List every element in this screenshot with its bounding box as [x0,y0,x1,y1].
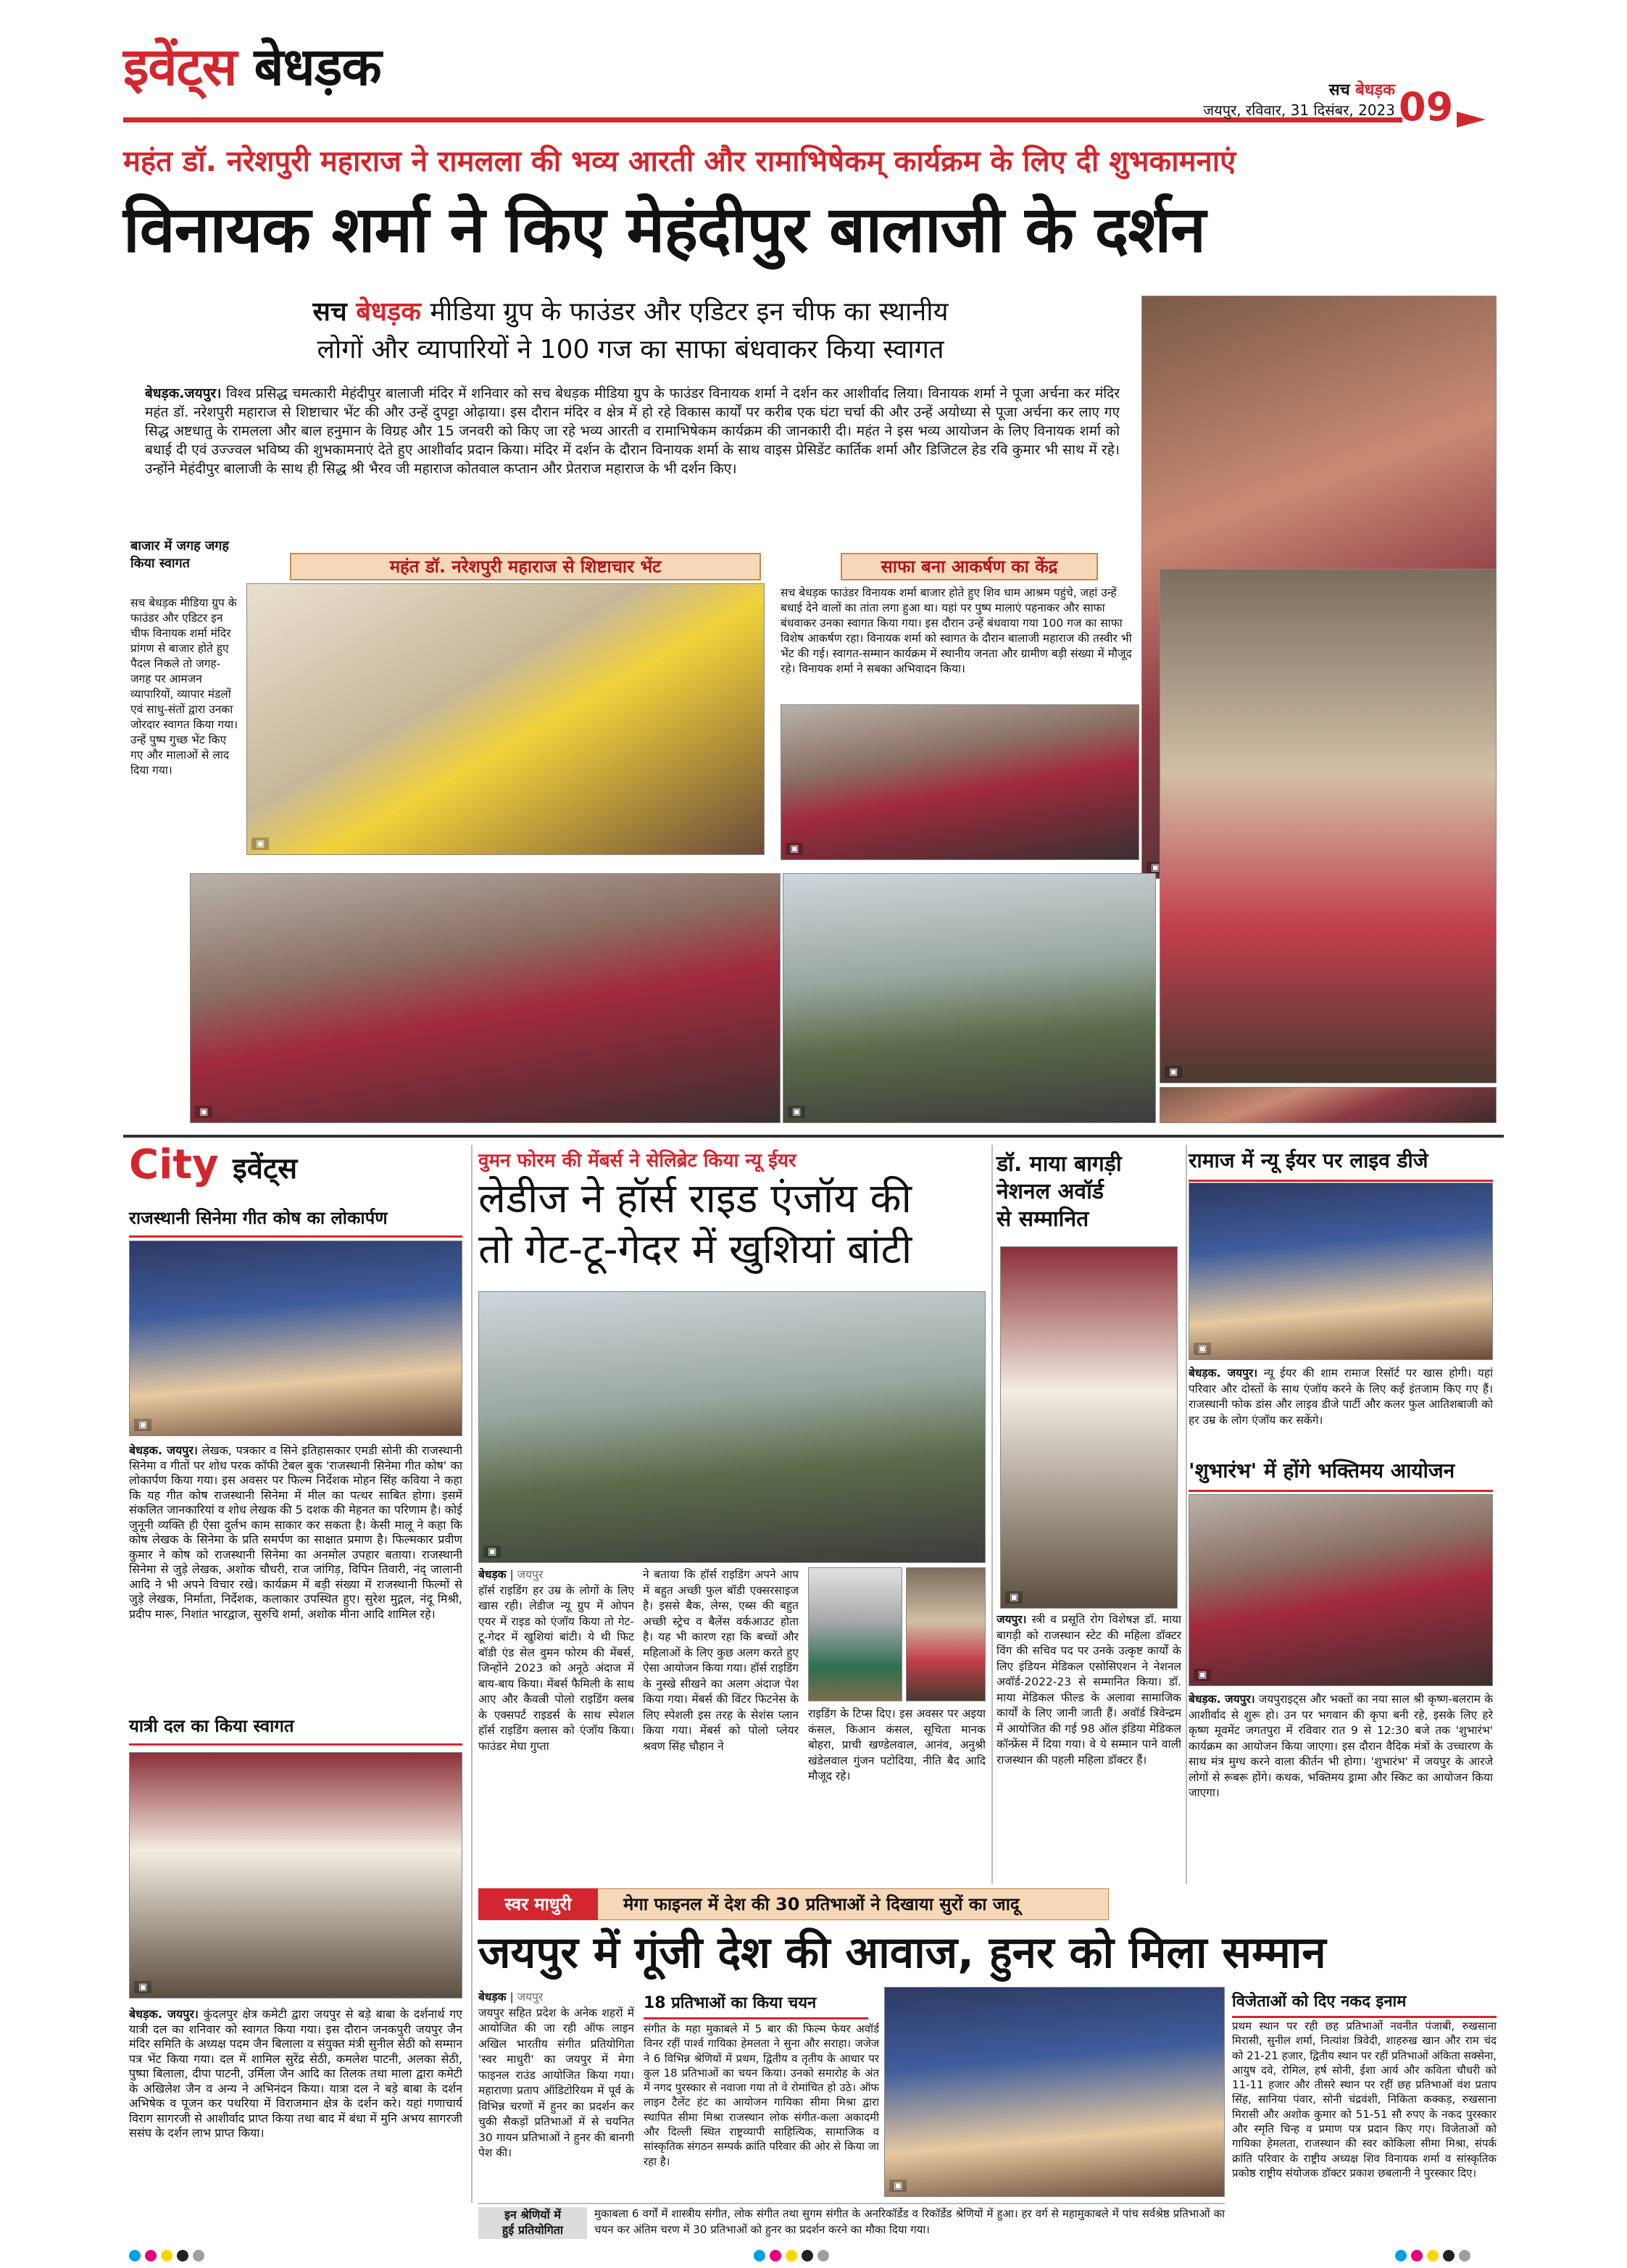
swar-tag: स्वर माधुरी [478,1888,598,1920]
city-story1-head: राजस्थानी सिनेमा गीत कोष का लोकार्पण [129,1206,462,1238]
photo-ramaj [1189,1183,1493,1360]
photo-crowd [783,873,1156,1123]
pen-nib-icon [1457,112,1486,128]
photo-book-launch [129,1241,462,1436]
registration-marks-center [754,2250,829,2261]
lead-kicker: महंत डॉ. नरेशपुरी महाराज ने रामलला की भव्य आरती और रामाभिषेकम् कार्यक्रम के लिए दी शुभकामनाएं [123,145,1236,178]
banner-meeting: महंत डॉ. नरेशपुरी महाराज से शिष्टाचार भेंट [290,553,761,580]
registration-dot [1411,2250,1423,2261]
column-rule [1186,1145,1187,1884]
photo-icon: ▣ [134,1419,151,1431]
winners-head: विजेताओं को दिए नकद इनाम [1232,1990,1497,2018]
photo-women-group [478,1291,986,1563]
photo-icon: ▣ [1165,1066,1182,1078]
lead-body: बेधड़क.जयपुर। विश्व प्रसिद्ध चमत्कारी मेहंदीपुर बालाजी मंदिर में शनिवार को सच बेधड़क मीडिया ग्रुप के फाउंडर विनायक शर्मा ने दर्शन कर आशीर्वाद लिया। विनायक शर्मा ने पूजा अर्चना कर मंदिर महंत डॉ. नरेशपुरी महाराज से शिष्टाचार भेंट की और उन्हें दुपट्टा ओढ़ाया। इस दौरान मंदिर व क्षेत्र में हो रहे विकास कार्यों पर करीब एक घंटा चर्चा की और उन्हें अयोध्या से पूजा अर्चना कर लाए गए सिद्ध अष्टधातु के रामलला और बाल हनुमान के विग्रह और 15 जनवरी को किए जा रहे भव्य आरती व रामाभिषेकम कार्यक्रम की जानकारी दी। महंत ने इस भव्य आयोजन के लिए विनायक शर्मा को बधाई दी एवं उज्ज्वल भविष्य की शुभकामनाएं देते हुए आशीर्वाद प्रदान किया। मंदिर में दर्शन के दौरान विनायक शर्मा के साथ वाइस प्रेसिडेंट कार्तिक शर्मा और डिजिटल हेड रवि कुमार भी साथ में रहे। उन्होंने मेहंदीपुर बालाजी के साथ ही सिद्ध श्री भैरव जी महाराज कोतवाल कप्तान और प्रेतराज महाराज के भी दर्शन किए। [145,385,1120,477]
city-story1-body: बेधड़क. जयपुर। लेखक, पत्रकार व सिने इतिहासकार एमडी सोनी की राजस्थानी सिनेमा व गीतों पर शोध परक कॉफी टेबल बुक 'राजस्थानी सिनेमा गीत कोष' का लोकार्पण किया गया। इस अवसर पर फिल्म निर्देशक मोहन सिंह कविया ने कहा कि यह गीत कोष राजस्थानी सिनेमा में मील का पत्थर साबित होगा। इसमें संकलित जानकारियां व शोध लेखक की 5 दशक की मेहनत का परिणाम है। कोई जुनूनी व्यक्ति ही ऐसा दुर्लभ काम साकार कर सकता है। केसी मालू ने कहा कि कोष लेखक के सिनेमा के प्रति समर्पण का साक्षात प्रमाण है। फिल्मकार प्रवीण कुमार ने कोष को राजस्थानी सिनेमा का अनमोल उपहार बताया। राजस्थानी सिनेमा से जुड़े लेखक, अशोक चौधरी, राज जांगिड़, विपिन तिवारी, नंद् जालानी आदि ने भी अपने विचार रखे। कार्यक्रम में बड़ी संख्या में राजस्थानी फिल्मों से जुड़े लेखक, निर्माता, निर्देशक, कलाकार उपस्थित हुए। सुरेश मुद्गल, नंदू मिश्री, प्रदीप मारू, निशांत भारद्वाज, सुरुचि शर्मा, अशोक मीना आदि शामिल रहे। [129,1443,462,1621]
photo-meeting [246,583,765,855]
page-number: 09 [1399,84,1454,130]
swar-kicker: मेगा फाइनल में देश की 30 प्रतिभाओं ने दिखाया सुरों का जादू [623,1894,1020,1914]
photo-icon: ▣ [195,1106,212,1118]
registration-dot [129,2250,141,2261]
swar-subhead: 18 प्रतिभाओं का किया चयन [644,1991,868,2019]
maya-body: जयपुर। स्त्री व प्रसूति रोग विशेषज्ञ डॉ. माया बागड़ी को राजस्थान स्टेट की महिला डॉक्टर विंग की सचिव पद पर उनके उत्कृष्ट कार्यों के लिए इंडियन मेडिकल एसोसिएशन ने नेशनल अवॉर्ड-2022-23 से सम्मानित किया। डॉ. माया मेडिकल फील्ड के अलावा सामाजिक कार्यों के लिए जानी जाती हैं। अवॉर्ड त्रिवेन्द्रम में आयोजित की गई 98 ऑल इंडिया मेडिकल कॉन्फ्रेंस में दिया गया। वे ये सम्मान पाने वाली राजस्थान की पहली महिला डॉक्टर हैं। [996,1613,1181,1767]
registration-dot [145,2250,157,2261]
ramaj-headline: रामाज में न्यू ईयर पर लाइव डीजे [1189,1146,1493,1182]
photo-pilgrims [129,1752,462,1998]
lead-deck [123,293,1138,369]
swar-headline: जयपुर में गूंजी देश की आवाज, हुनर को मिला सम्मान [478,1927,1326,1978]
photo-icon: ▣ [1005,1591,1023,1604]
photo-icon: ▣ [251,838,269,850]
photo-icon: ▣ [889,2180,907,2192]
city-logo: City इवेंट्स [129,1141,298,1188]
registration-dot [161,2250,172,2261]
women-kicker: वुमन फोरम की मेंबर्स ने सेलिब्रेट किया न्यू ईयर [478,1150,796,1172]
safa-body: सच बेधड़क फाउंडर विनायक शर्मा बाजार होते हुए शिव धाम आश्रम पहुंचे, जहां उन्हें बधाई देने वालों का तांता लगा हुआ था। यहां पर पुष्प मालाएं पहनाकर और साफा बंधवाकर उनका स्वागत किया गया। इस दौरान उन्हें बंधवाया गया 100 गज का साफा विशेष आकर्षण रहा। विनायक शर्मा को स्वागत के दौरान बालाजी महाराज की तस्वीर भी भेंट की गई। स्वागत-सम्मान कार्यक्रम में स्थानीय जनता और ग्रामीण बड़ी संख्या में मौजूद रहे। विनायक शर्मा ने सबका अभिवादन किया। [781,586,1132,675]
registration-marks-left [129,2250,204,2261]
paper-name: सच बेधड़क [1328,81,1395,99]
women-col2: ने बताया कि हॉर्स राइडिंग अपने आप में बहुत अच्छी फुल बॉडी एक्सरसाइज है। इससे बैक, लेग्स, एब्स की बहुत अच्छी स्ट्रेच व बैलेंस वर्कआउट होता है। यह भी कारण रहा कि बच्चों और महिलाओं के लिए कुछ अलग करते हुए ऐसा आयोजन किया गया। हॉर्स राइडिंग के नुस्खे सीखने का अलग अंदाज पेश किया गया। मेंबर्स की विंटर फिटनेस के लिए स्पेशली इस तरह के सेशंस प्लान किया गया। मेंबर्स को पोलो प्लेयर श्रवण सिंह चौहान ने [643,1568,799,1753]
photo-market [190,873,781,1123]
column-rule [991,1145,993,1884]
winners-body: प्रथम स्थान पर रही छह प्रतिभाओं नवनीत पंजाबी, रुखसाना मिरासी, सुनील शर्मा, नित्यांश त्रिवेदी, शाहरुख खान और राम चंद को 21-21 हजार, द्वितीय स्थान पर रहीं प्रतिभाओं अंकिता सक्सेना, आयुष दवे, रोमिल, हर्ष सोनी, ईशा आर्य और कविता चौधरी को 11-11 हजार और तीसरे स्थान पर रहीं छह प्रतिभाओं वंश प्रताप सिंह, सानिया पंवार, सोनी चंद्रवंशी, निकिता कक्कड़, रुखसाना मिरासी और अशोक कुमार को 51-51 सौ रुपए के नकद पुरस्कार और स्मृति चिन्ह व प्रमाण पत्र प्रदान किए गए। विजेताओं को गायिका हेमलता, राजस्थान की स्वर कोकिला सीमा मिश्रा, संपर्क क्रांति परिवार के राष्ट्रीय अध्यक्ष शिव विनायक शर्मा व सांस्कृतिक प्रकोष्ठ राष्ट्रीय संयोजक डॉक्टर प्रकाश छबलानी ने पुरस्कार दिए। [1232,2019,1497,2180]
ramaj-body: बेधड़क. जयपुर। न्यू ईयर की शाम रामाज रिसॉर्ट पर खास होगी। यहां परिवार और दोस्तों के साथ एंजॉय करने के लिए कई इंतजाम किए गए हैं। राजस्थानी फोक डांस और लाइव डीजे पार्टी और कलर फुल आतिशबाजी को हर उम्र के लोग एंजॉय कर सकेंगे। [1189,1367,1493,1427]
registration-dot [770,2250,781,2261]
section-title-dark: बेधड़क [254,36,381,97]
registration-dot [1427,2250,1439,2261]
photo-swar-award [884,1987,1225,2197]
photo-icon: ▣ [1194,1343,1211,1355]
shubharambh-headline: 'शुभारंभ' में होंगे भक्तिमय आयोजन [1189,1456,1493,1492]
registration-dot [177,2250,188,2261]
registration-dot [786,2250,797,2261]
registration-dot [1443,2250,1455,2261]
photo-shubharambh [1189,1494,1493,1686]
swar-col1: बेधड़क | जयपुर जयपुर सहित प्रदेश के अनेक शहरों में आयोजित की जा रही ऑफ लाइन अखिल भारतीय संगीत प्रतियोगिता 'स्वर माधुरी' का जयपुर में मेगा फाइनल राउंड आयोजित किया गया। महाराणा प्रताप ऑडिटोरियम में पूर्व के विभिन्न चरणों में हुनर का प्रदर्शन कर चुकी सैकड़ों प्रतिभाओं में से चयनित 30 गायन प्रतिभाओं ने हुनर की बानगी पेश की। [478,1990,634,2159]
photo-icon: ▣ [1147,862,1164,874]
photo-icon: ▣ [134,1981,151,1993]
registration-dot [802,2250,813,2261]
shubharambh-body: बेधड़क. जयपुर। जयपुराइट्स और भक्तों का नया साल श्री कृष्ण-बलराम के आशीर्वाद से शुरू हो। उन पर भगवान की कृपा बनी रहे, इसके लिए हरे कृष्ण मूवमेंट जगतपुरा में रविवार रात 9 से 12:30 बजे तक 'शुभारंभ' कार्यक्रम का आयोजन किया जाएगा। इस दौरान वैदिक मंत्रों के उच्चारण के साथ मंत्र मुग्ध करने वाला कीर्तन भी होगा। 'शुभारंभ' में जयपुर के आरजे लोगों से रूबरू होंगे। कथक, भक्तिमय ड्रामा और स्किट का आयोजन किया जाएगा। [1189,1693,1493,1799]
registration-dot [1395,2250,1407,2261]
registration-dot [193,2250,204,2261]
women-col3: राइडिंग के टिप्स दिए। इस अवसर पर अइया कंसल, किआन कंसल, सूचिता मानक बोहरा, प्राची खण्डेलवाल, आनंव, अनुश्री खंडेलवाल गुंजन पटोदिया, नीति बैद आदि मौजूद रहे। [808,1707,986,1783]
categories-label: इन श्रेणियों में हुई प्रतियोगिता [478,2207,587,2239]
photo-icon: ▣ [788,1106,805,1118]
city-story2-body: बेधड़क. जयपुर। कुंदलपुर क्षेत्र कमेटी द्वारा जयपुर से बड़े बाबा के दर्शनार्थ गए यात्री दल का शनिवार को स्वागत किया गया। इस दौरान जनकपुरी जयपुर जैन मंदिर समिति के अध्यक्ष पदम जैन बिलाला व संयुक्त मंत्री सुनील सेठी को सम्मान पत्र भेंट किया गया। दल में शामिल सुरेंद्र सेठी, कमलेश पाटनी, अलका सेठी, पुष्पा बिलाला, दीपा पाटनी, उर्मिला जैन आदि का तिलक तथा माला द्वारा कमेटी के अखिलेश जैन व अन्य ने अभिनंदन किया। यात्रा दल ने बड़े बाबा के दर्शन अभिषेक व पूजन कर पथरिया में विराजमान क्षेत्र के दर्शन करे। यहां गणाचार्य विराग सागरजी से आशीर्वाद प्राप्त किया तथा बाद में बंधा में मुनि अभय सागरजी ससंघ के दर्शन लाभ प्राप्त किया। [129,2007,462,2140]
photo-safa-portrait [1160,569,1497,1083]
banner-safa: साफा बना आकर्षण का केंद्र [841,553,1098,580]
section-title-red: इवेंट्स [123,36,237,97]
maya-headline: डॉ. माया बागड़ी नेशनल अवॉर्ड से सम्मानित [996,1151,1122,1232]
photo-garland [781,704,1139,860]
photo-party [906,1567,986,1701]
dateline: जयपुर, रविवार, 31 दिसंबर, 2023 [1203,101,1395,119]
registration-marks-right [1395,2250,1470,2261]
registration-dot [817,2250,829,2261]
lead-headline: विनायक शर्मा ने किए मेहंदीपुर बालाजी के दर्शन [123,192,1205,267]
section-title [123,38,381,96]
photo-lower-right [1160,1087,1497,1123]
swar-col2: संगीत के महा मुकाबले में 5 बार की फिल्म फेयर अवॉर्ड विनर रहीं पार्श्व गायिका हेमलता ने सुना और सराहा। जजेज ने 6 विभिन्न श्रेणियों में प्रथम, द्वितीय व तृतीय के आधार पर कुल 18 प्रतिभाओं का चयन किया। उनको समारोह के अंत में नगद पुरस्कार से नवाजा गया तो वे रोमांचित हो उठे। ऑफ लाइन टैलेंट हंट का आयोजन गायिका सीमा मिश्रा द्वारा स्थापित सीमा मिश्रा राजस्थान लोक संगीत-कला अकादमी और दिल्ली स्थित राष्ट्रव्यापी साहित्यिक, सामाजिक व सांस्कृतिक संगठन सम्पर्क क्रांति परिवार की ओर से किया जा रहा है। [644,2022,879,2168]
side-story-body: सच बेधड़क मीडिया ग्रुप के फाउंडर और एडिटर इन चीफ विनायक शर्मा मंदिर प्रांगण से बाजार होते हुए पैदल निकले तो जगह-जगह पर आमजन व्यापारियों, व्यापार मंडलों एवं साधु-संतों द्वारा उनका जोरदार स्वागत किया गया। उन्हें पुष्प गुच्छ भेंट किए गए और मालाओं से लाद दिया गया। [130,596,238,777]
women-headline: लेडीज ने हॉर्स राइड एंजॉय की तो गेट-टू-गेदर में खुशियां बांटी [478,1175,912,1273]
registration-dot [754,2250,765,2261]
photo-icon: ▣ [1194,1669,1211,1681]
photo-icon: ▣ [483,1546,501,1558]
city-story2-head: यात्री दल का किया स्वागत [129,1714,462,1746]
photo-horse-ride [808,1567,902,1701]
deck-line-1: सच बेधड़क मीडिया ग्रुप के फाउंडर और एडिटर इन चीफ का स्थानीय [312,297,949,327]
women-col1: बेधड़क | जयपुर हॉर्स राइडिंग हर उम्र के लोगों के लिए खास रही। लेडीज न्यू ग्रुप में ओपन एयर में राइड को एंजॉय किया तो गेट-टू-गेदर में खुशियां बांटी। ये थी फिट बॉडी एंड सेल वुमन फोरम की मेंबर्स, जिन्होंने 2023 को अनूठे अंदाज में बाय-बाय किया। मेंबर्स फैमिली के साथ आए और कैवल्री पोलो राइडिंग क्लब के एक्सपर्ट राइडर्स के साथ स्पेशल हॉर्स राइडिंग क्लास को एंजॉय किया। फाउंडर मेघा गुप्ता [478,1568,634,1753]
photo-maya [1000,1246,1178,1609]
deck-line-2: लोगों और व्यापारियों ने 100 गज का साफा बंधवाकर किया स्वागत [317,335,944,364]
photo-icon: ▣ [786,843,803,855]
masthead [0,0,1627,138]
registration-dot [1459,2250,1470,2261]
column-rule [471,1145,473,2203]
categories-body: मुकाबला 6 वर्गों में शास्त्रीय संगीत, लोक संगीत तथा सुगम संगीत के अनरिकॉर्डेड व रिकॉर्डेड श्रेणियों में हुआ। हर वर्ग से महामुकाबले में पांच सर्वश्रेष्ठ प्रतिभाओं का चयन कर अंतिम चरण में 30 प्रतिभाओं को हुनर का प्रदर्शन करने का मौका दिया गया। [594,2207,1225,2236]
section-divider [123,1135,1504,1138]
side-story-head: बाजार में जगह जगह किया स्वागत [130,538,229,571]
